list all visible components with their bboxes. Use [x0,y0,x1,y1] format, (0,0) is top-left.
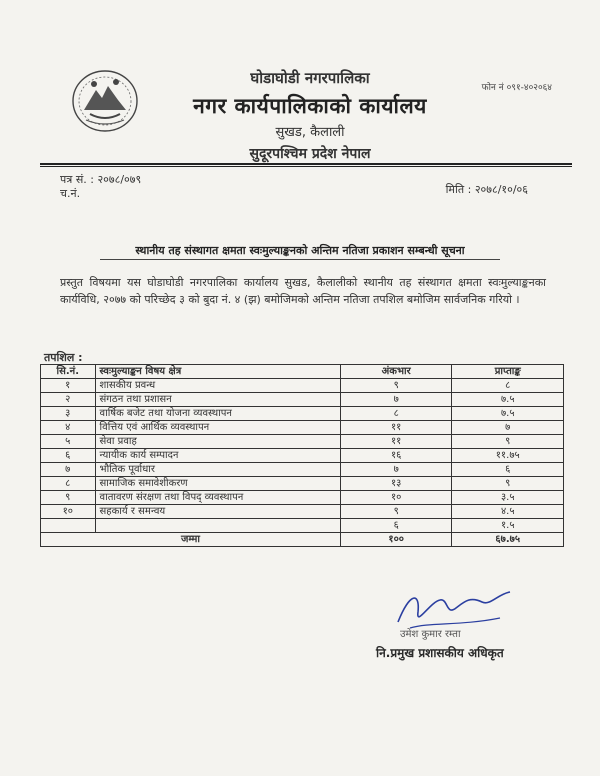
cell-area: सामाजिक समावेशीकरण [95,477,340,491]
cell-obtained-marks: ९ [452,477,564,491]
signatory-title: नि.प्रमुख प्रशासकीय अधिकृत [376,646,504,660]
table-row [41,407,564,421]
table-row [41,435,564,449]
table-row [41,519,564,533]
table-row [41,393,564,407]
cell-serial [41,519,96,533]
office-address: सुखड, कैलाली [275,125,345,140]
cell-obtained-marks: ७.५ [452,407,564,421]
cell-area: वार्षिक बजेट तथा योजना व्यवस्थापन [95,407,340,421]
notice-body: प्रस्तुत विषयमा यस घोडाघोडी नगरपालिका कार्यालय सुखड, कैलालीको स्थानीय तह संस्थागत क्षमता स्वःमुल्याङ्कनका कार्यविधि, २०७७ को परिच्छेद ३ को बुदा नं. ४ (झ) बमोजिमको अन्तिम नतिजा तपशिल बमोजिम सार्वजनिक गरियो । [60,276,546,306]
notice-subject: स्थानीय तह संस्थागत क्षमता स्वःमुल्याङ्कनको अन्तिम नतिजा प्रकाशन सम्बन्धी सूचना [100,243,500,260]
office-name: नगर कार्यपालिकाको कार्यालय [193,94,427,118]
cell-obtained-marks: ६ [452,463,564,477]
cell-full-marks: ७ [340,463,452,477]
cell-full-marks: ९ [340,505,452,519]
total-row [41,533,564,547]
total-full-marks: १०० [340,533,452,547]
table-row [41,379,564,393]
cell-area: सेवा प्रवाह [95,435,340,449]
cell-serial: ७ [41,463,96,477]
table-row [41,477,564,491]
phone-number: फोन नं ०९१-४०२०६४ [481,83,552,93]
cell-serial: ९ [41,491,96,505]
cell-obtained-marks: ७.५ [452,393,564,407]
signatory-name: उमेश कुमार रम्ता [400,629,461,640]
cell-full-marks: १६ [340,449,452,463]
cell-area: वित्तिय एवं आर्थिक व्यवस्थापन [95,421,340,435]
cell-serial: ८ [41,477,96,491]
cell-serial: १० [41,505,96,519]
reference-number: पत्र सं. : २०७८/०७९ [60,173,142,186]
table-row [41,449,564,463]
column-header-area: स्वःमुल्याङ्कन विषय क्षेत्र [95,365,340,379]
cell-obtained-marks: ८ [452,379,564,393]
table-row [41,505,564,519]
assessment-results-table [40,364,564,547]
table-header-row [41,365,564,379]
cell-full-marks: ७ [340,393,452,407]
cell-full-marks: १३ [340,477,452,491]
table-row [41,463,564,477]
dispatch-number: च.नं. [60,187,81,200]
header-divider [40,163,572,165]
cell-serial: ४ [41,421,96,435]
cell-obtained-marks: ४.५ [452,505,564,519]
cell-full-marks: ११ [340,435,452,449]
cell-full-marks: ९ [340,379,452,393]
cell-serial: ६ [41,449,96,463]
cell-area: शासकीय प्रवन्ध [95,379,340,393]
cell-obtained-marks: १.५ [452,519,564,533]
column-header-full-marks: अंकभार [340,365,452,379]
letter-date: मिति : २०७८/१०/०६ [445,183,528,196]
column-header-obtained-marks: प्राप्ताङ्क [452,365,564,379]
cell-full-marks: ६ [340,519,452,533]
details-label: तपशिल : [44,351,83,364]
cell-serial: २ [41,393,96,407]
header-divider-thin [40,166,572,167]
total-obtained-marks: ६७.७५ [452,533,564,547]
cell-full-marks: ११ [340,421,452,435]
cell-area: भौतिक पूर्वाधार [95,463,340,477]
cell-obtained-marks: ११.७५ [452,449,564,463]
cell-area: वातावरण संरक्षण तथा विपद् व्यवस्थापन [95,491,340,505]
cell-area [95,519,340,533]
cell-serial: ३ [41,407,96,421]
column-header-serial: सि.नं. [41,365,96,379]
cell-serial: १ [41,379,96,393]
cell-obtained-marks: ३.५ [452,491,564,505]
cell-obtained-marks: ७ [452,421,564,435]
table-row [41,421,564,435]
cell-obtained-marks: ९ [452,435,564,449]
cell-full-marks: १० [340,491,452,505]
nepal-government-emblem-icon [70,68,140,134]
province-name: सुदूरपश्चिम प्रदेश नेपाल [249,146,371,162]
cell-area: सहकार्य र समन्वय [95,505,340,519]
table-row [41,491,564,505]
cell-area: न्यायीक कार्य सम्पादन [95,449,340,463]
cell-area: संगठन तथा प्रशासन [95,393,340,407]
municipality-name: घोडाघोडी नगरपालिका [250,69,370,87]
cell-serial: ५ [41,435,96,449]
cell-full-marks: ८ [340,407,452,421]
total-label: जम्मा [41,533,341,547]
